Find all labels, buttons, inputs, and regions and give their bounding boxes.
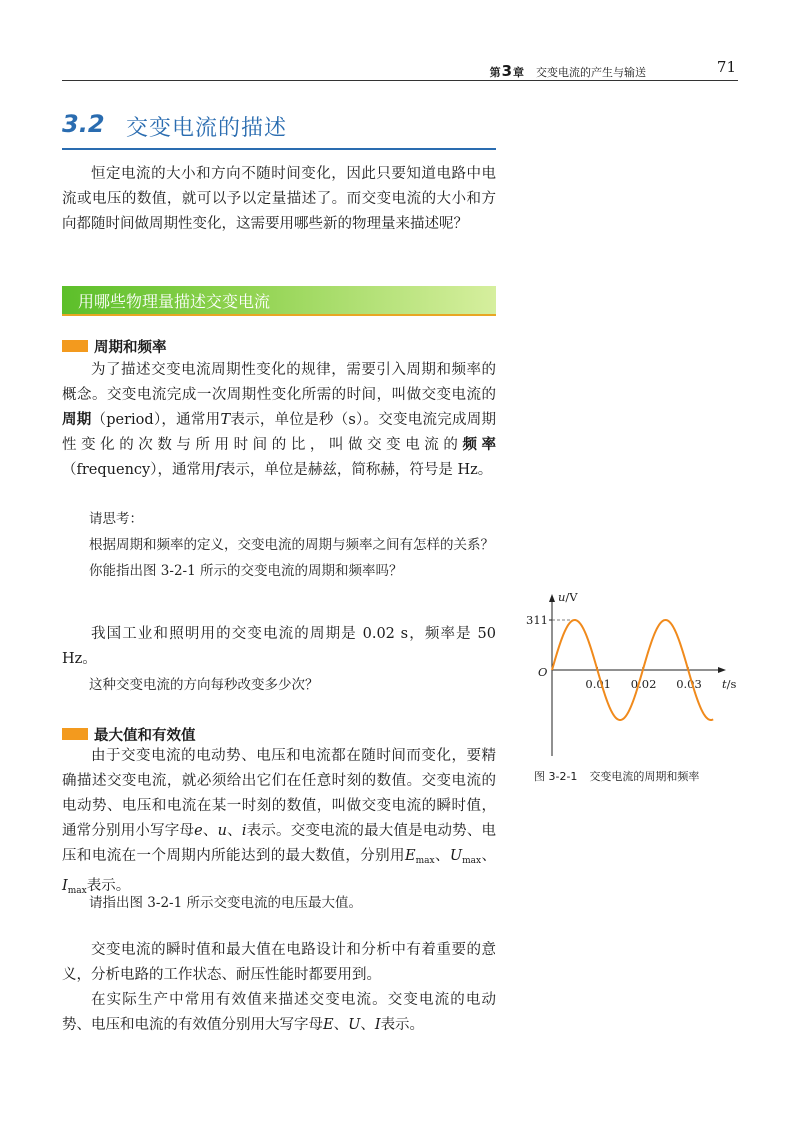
x-axis-label: t/s <box>722 677 737 691</box>
origin-label: O <box>538 665 548 679</box>
text-run: 表示，单位是赫兹，简称赫，符号是 Hz。 <box>220 462 493 478</box>
text-run: 表示，单位是秒（s）。交变电流完成周期性变化的次数与所用时间的比，叫做交变电流的 <box>62 412 496 453</box>
think-question: 你能指出图 3-2-1 所示的交变电流的周期和频率吗？ <box>89 563 403 579</box>
chapter-title: 交变电流的产生与输送 <box>536 66 646 79</box>
intro-paragraph: 恒定电流的大小和方向不随时间变化，因此只要知道电路中电流或电压的数值，就可以予以定量描述了。而交变电流的大小和方向都随时间做周期性变化，这需要用哪些新的物理量来描述呢？ <box>62 166 496 232</box>
think-question: 根据周期和频率的定义，交变电流的周期与频率之间有怎样的关系？ <box>89 537 494 553</box>
figure-caption <box>534 768 699 784</box>
text-run: 表示。 <box>86 878 131 894</box>
rms-paragraph <box>62 988 496 1038</box>
separator: 、 <box>226 823 242 839</box>
instant-max-paragraph: 交变电流的瞬时值和最大值在电路设计和分析中有着重要的意义，分析电路的工作状态、耐压性能时都要用到。 <box>62 942 496 983</box>
basic-paragraph: 我国工业和照明用的交变电流的周期是 0.02 s，频率是 50 Hz。 <box>62 626 496 667</box>
term-frequency: 频率 <box>462 437 497 453</box>
symbol-I: I <box>374 1017 381 1033</box>
topic-marker <box>62 728 88 740</box>
topic-label: 最大值和有效值 <box>94 728 196 744</box>
figure-number: 图 3-2-1 <box>534 770 578 783</box>
symbol-E: E <box>323 1017 334 1033</box>
y-tick-label: 311 <box>526 613 548 627</box>
page-number: 71 <box>716 58 736 76</box>
term-period: 周期 <box>62 412 92 428</box>
separator: 、 <box>333 1017 349 1033</box>
topic-heading-period <box>62 336 262 356</box>
rms-section <box>62 938 496 1038</box>
x-tick-label: 0.03 <box>676 677 702 691</box>
figure-caption-text: 交变电流的周期和频率 <box>589 770 700 783</box>
symbol-I: I <box>62 878 68 894</box>
section-heading <box>62 108 496 150</box>
ac-voltage-chart <box>512 584 752 794</box>
symbol-i: i <box>241 823 247 839</box>
running-header <box>62 54 738 81</box>
symbol-e: e <box>194 823 203 839</box>
separator: 、 <box>481 848 497 864</box>
x-tick-label: 0.01 <box>585 677 612 691</box>
separator: 、 <box>202 823 218 839</box>
text-run: （period），通常用 <box>91 412 221 428</box>
symbol-u: u <box>217 823 227 839</box>
think-question: 这种交变电流的方向每秒改变多少次？ <box>89 677 319 693</box>
text-run: （frequency），通常用 <box>62 462 216 478</box>
text-run: 由于交变电流的电动势、电压和电流都在随时间而变化，要精确描述交变电流，就必须给出它们在任意时刻的数值。交变电流的电动势、电压和电流在某一时刻的数值，叫做交变电流的瞬时值，通常分别用小写字母 <box>62 748 496 839</box>
text-run: 在实际生产中常用有效值来描述交变电流。交变电流的电动势、电压和电流的有效值分别用大写字母 <box>62 992 496 1033</box>
y-axis-label: u/V <box>558 590 578 604</box>
subscript-max: max <box>415 856 435 866</box>
think-title: 请思考： <box>89 511 143 527</box>
symbol-T: T <box>220 412 231 428</box>
topic-heading-max <box>62 724 262 744</box>
topic-label: 周期和频率 <box>94 340 167 356</box>
section-title: 交变电流的描述 <box>126 116 288 141</box>
chapter-number: 3 <box>501 62 512 80</box>
text-run: 表示。交变电流的最大值是电动势、电压和电流在一个周期内所能达到的最大数值，分别用 <box>62 823 497 864</box>
x-tick-label: 0.02 <box>630 677 657 691</box>
think-question: 请指出图 3-2-1 所示交变电流的电压最大值。 <box>89 895 362 911</box>
max-paragraph <box>62 744 496 904</box>
period-paragraph <box>62 358 496 483</box>
separator: 、 <box>434 848 450 864</box>
section-number: 3.2 <box>62 110 105 138</box>
think-box <box>62 506 496 584</box>
text-run: 为了描述交变电流周期性变化的规律，需要引入周期和频率的概念。交变电流完成一次周期性变化所需的时间，叫做交变电流的 <box>62 362 496 403</box>
subscript-max: max <box>462 856 482 866</box>
separator: 、 <box>360 1017 375 1033</box>
subsection-title: 用哪些物理量描述交变电流 <box>78 292 271 311</box>
symbol-U: U <box>348 1017 361 1033</box>
text-run: 表示。 <box>380 1017 425 1033</box>
subsection-banner <box>62 286 496 316</box>
symbol-E: E <box>404 848 416 864</box>
symbol-f: f <box>215 462 221 478</box>
chapter-suffix: 章 <box>513 66 524 79</box>
subscript-max: max <box>67 886 87 896</box>
topic-marker <box>62 340 88 352</box>
chapter-prefix: 第 <box>489 66 501 79</box>
x-axis-arrow <box>718 667 726 673</box>
chapter-header <box>490 62 646 80</box>
y-axis-arrow <box>549 594 555 602</box>
symbol-U: U <box>449 848 463 864</box>
